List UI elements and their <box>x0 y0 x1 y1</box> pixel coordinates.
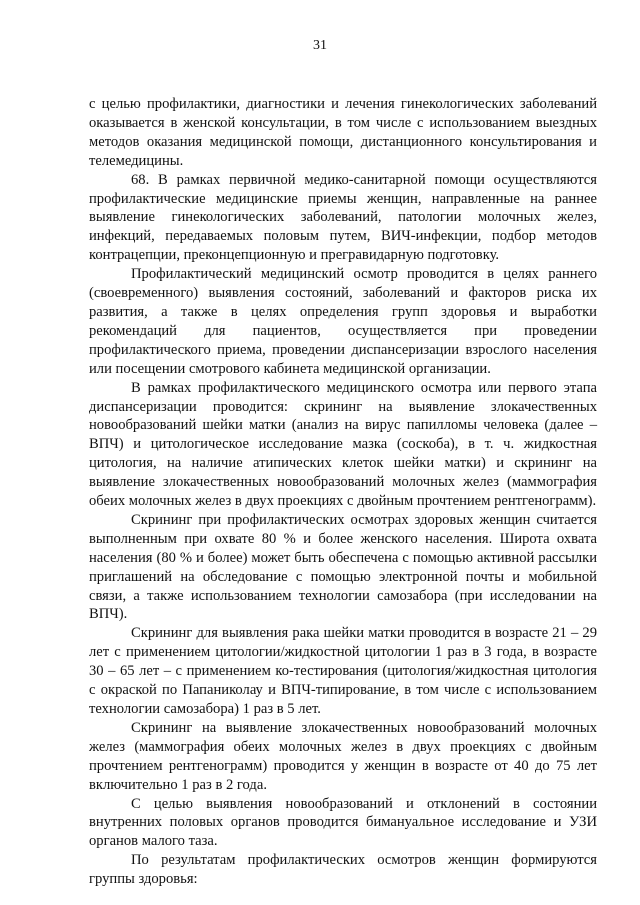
page-number: 31 <box>313 38 327 53</box>
paragraph-68: 68. В рамках первичной медико-санитарной помощи осуществляются профилактические медицинские приемы женщин, направленные на раннее выявление гинекологических заболеваний, патологии молочных желез, инфекций, передаваемых половым путем, ВИЧ-инфекции, подбор методов контрацепции, преконцепционную и прегравидарную подготовку. <box>89 171 597 264</box>
paragraph-pelvic-exam: С целью выявления новообразований и отклонений в состоянии внутренних половых органов проводится бимануальное исследование и УЗИ органов малого таза. <box>89 795 597 850</box>
document-body <box>89 95 597 889</box>
paragraph-breast-screening: Скрининг на выявление злокачественных новообразований молочных желез (маммография обеих молочных желез в двух проекциях с двойным прочтением рентгенограмм) проводится у женщин в возрасте от 40 до 75 лет включительно 1 раз в 2 года. <box>89 719 597 793</box>
paragraph-preventive-exam: Профилактический медицинский осмотр проводится в целях раннего (своевременного) выявления состояний, заболеваний и факторов риска их развития, а также в целях определения групп здоровья и выработки рекомендаций для пациентов, осуществляется при проведении профилактического приема, проведении диспансеризации взрослого населения или посещении смотрового кабинета медицинской организации. <box>89 266 597 377</box>
paragraph-continuation: с целью профилактики, диагностики и лечения гинекологических заболеваний оказывается в женской консультации, в том числе с использованием выездных методов оказания медицинской помощи, дистанционного консультирования и телемедицины. <box>89 96 597 169</box>
paragraph-screening-scope: В рамках профилактического медицинского осмотра или первого этапа диспансеризации проводится: скрининг на выявление злокачественных новообразований шейки матки (анализ на вирус папилломы человека (далее – ВПЧ) и цитологическое исследование мазка (соскоба), в т. ч. жидкостная цитология, на наличие атипических клеток шейки матки) и скрининг на выявление злокачественных новообразований молочных желез (маммография обеих молочных желез в двух проекциях с двойным прочтением рентгенограмм). <box>89 379 597 510</box>
paragraph-screening-coverage: Скрининг при профилактических осмотрах здоровых женщин считается выполненным при охвате 80 % и более женского населения. Широта охвата населения (80 % и более) может быть обеспечена с помощью активной рассылки приглашений на обследование с помощью электронной почты и мобильной связи, а также использованием технологии самозабора (при исследовании на ВПЧ). <box>89 511 597 623</box>
paragraph-health-groups: По результатам профилактических осмотров женщин формируются группы здоровья: <box>89 852 597 888</box>
paragraph-cervical-screening: Скрининг для выявления рака шейки матки проводится в возрасте 21 – 29 лет с применением цитологии/жидкостной цитологии 1 раз в 3 года, в возрасте 30 – 65 лет – с применением ко-тестирования (цитология/жидкостная цитология с окраской по Папаниколау и ВПЧ-типирование, в том числе с использованием технологии самозабора) 1 раз в 5 лет. <box>89 625 597 717</box>
